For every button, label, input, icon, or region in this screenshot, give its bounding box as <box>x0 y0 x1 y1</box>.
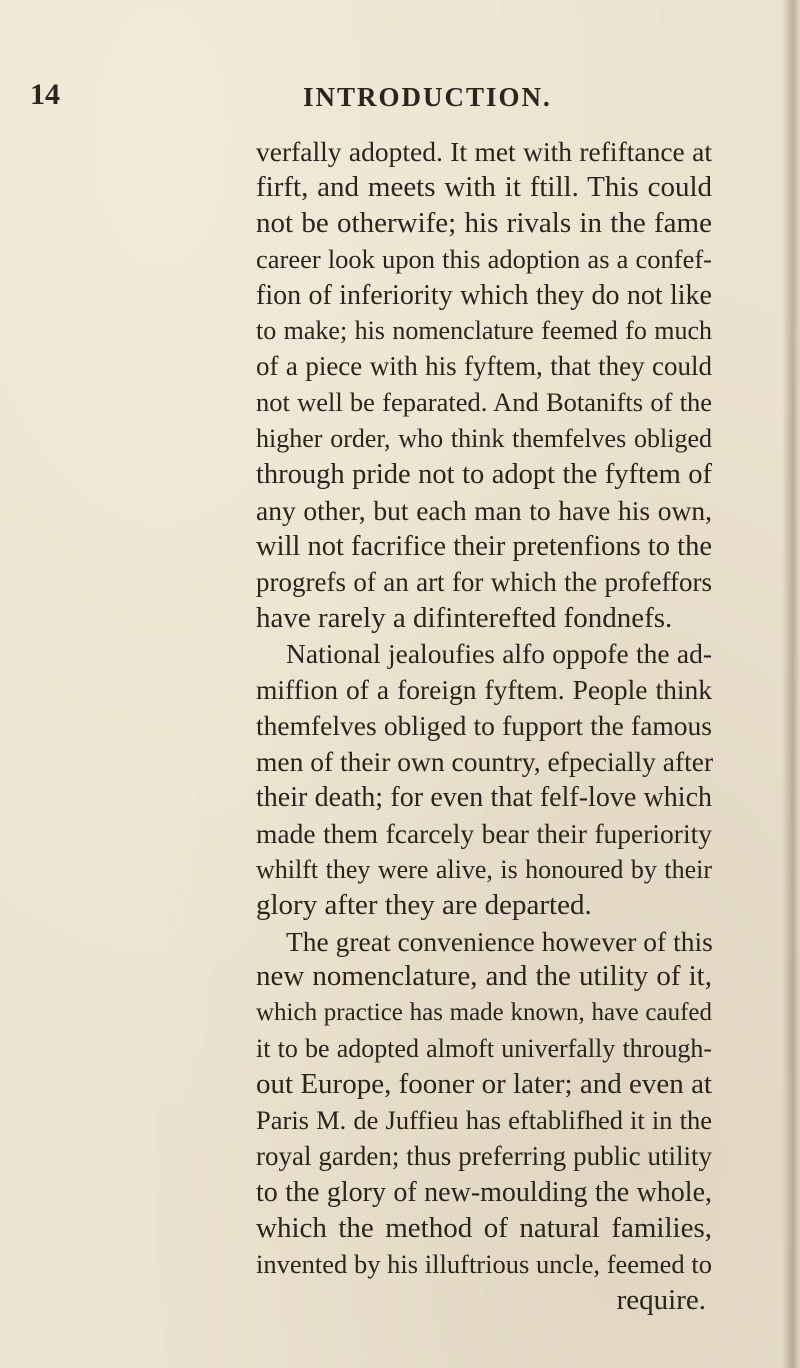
text-line: have rarely a difinterefted fondnefs. <box>256 601 673 634</box>
text-line: their death; for even that felf-love which <box>256 782 712 814</box>
text-line: to make; his nomenclature feemed fo much <box>256 316 712 346</box>
text-line: Paris M. de Juffieu has eftablifhed it in the <box>256 1105 712 1136</box>
text-line: invented by his illuftrious uncle, feemed to <box>256 1248 712 1279</box>
text-line: of a piece with his fyftem, that they could <box>256 351 712 382</box>
running-head: INTRODUCTION. <box>303 82 552 112</box>
text-line: National jealoufies alfo oppofe the ad- <box>286 638 712 670</box>
text-line: to the glory of new-moulding the whole, <box>256 1176 712 1208</box>
text-line: miffion of a foreign fyftem. People think <box>256 674 712 706</box>
text-line: not well be feparated. And Botanifts of the <box>256 387 712 418</box>
text-line: themfelves obliged to fupport the famous <box>256 710 712 742</box>
page-edge-shadow <box>782 0 800 1368</box>
text-line: not be otherwife; his rivals in the fame <box>256 206 712 239</box>
text-line: verfally adopted. It met with refiftance at <box>256 136 712 167</box>
page-header <box>0 78 800 118</box>
text-line: fion of inferiority which they do not like <box>256 279 712 311</box>
text-line: progrefs of an art for which the profeffors <box>256 566 712 597</box>
text-line: new nomenclature, and the utility of it, <box>256 960 712 993</box>
text-line: through pride not to adopt the fyftem of <box>256 459 712 491</box>
text-line: made them fcarcely bear their fuperiority <box>256 817 712 849</box>
text-line: any other, but each man to have his own, <box>256 494 712 526</box>
page-number: 14 <box>30 78 60 111</box>
text-line: whilft they were alive, is honoured by their <box>256 854 712 884</box>
text-line: glory after they are departed. <box>256 888 592 921</box>
text-line: which the method of natural families, <box>256 1211 712 1244</box>
text-line: men of their own country, efpecially after <box>256 746 714 778</box>
text-line: royal garden; thus preferring public utility <box>256 1140 712 1171</box>
text-line: firft, and meets with it ftill. This could <box>256 170 712 203</box>
text-line: will not facrifice their pretenfions to the <box>256 530 712 562</box>
text-line: higher order, who think themfelves obliged <box>256 424 712 454</box>
catchword: require. <box>616 1283 706 1316</box>
text-line: it to be adopted almoft univerfally through- <box>256 1034 712 1064</box>
text-line: which practice has made known, have caufed <box>256 999 712 1027</box>
body-text <box>256 134 712 1318</box>
text-line: out Europe, fooner or later; and even at <box>256 1068 712 1101</box>
text-line: career look upon this adoption as a confef- <box>256 243 712 274</box>
text-line: The great convenience however of this <box>286 925 713 957</box>
